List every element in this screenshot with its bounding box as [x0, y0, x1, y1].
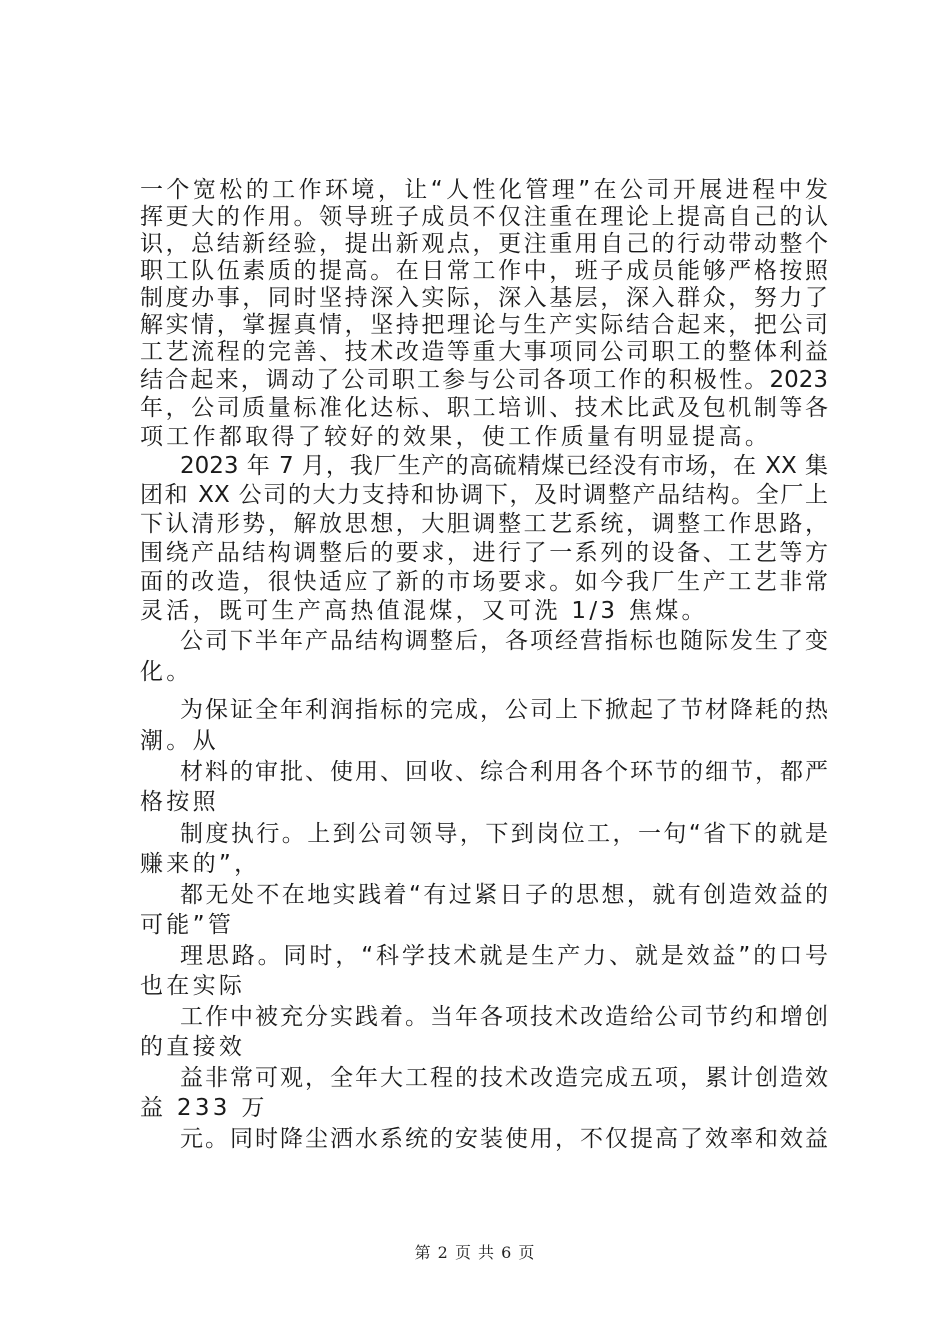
paragraph-first-line: 都无处不在地实践着“有过紧日子的思想，就有创造效益的: [180, 882, 828, 908]
paragraph-first-line: 元。同时降尘洒水系统的安装使用，不仅提高了效率和效益: [180, 1126, 828, 1152]
text-line: 下认清形势，解放思想，大胆调整工艺系统，调整工作思路，: [140, 511, 828, 537]
text-line: 可能”管: [140, 912, 235, 938]
text-line: 赚来的”，: [140, 851, 261, 877]
text-line: 围绕产品结构调整后的要求，进行了一系列的设备、工艺等方: [140, 540, 828, 566]
text-line: 年，公司质量标准化达标、职工培训、技术比武及包机制等各: [140, 395, 828, 421]
text-line: 也在实际: [140, 973, 246, 999]
text-line: 识，总结新经验，提出新观点，更注重用自己的行动带动整个: [140, 231, 828, 257]
paragraph-first-line: 2023 年 7 月，我厂生产的高硫精煤已经没有市场，在 XX 集: [180, 453, 828, 479]
text-line: 制度办事，同时坚持深入实际，深入基层，深入群众，努力了: [140, 285, 828, 311]
text-line: 益 233 万: [140, 1095, 268, 1121]
paragraph-first-line: 公司下半年产品结构调整后，各项经营指标也随际发生了变: [180, 628, 828, 654]
text-line: 一个宽松的工作环境，让“人性化管理”在公司开展进程中发: [140, 177, 828, 203]
text-line: 结合起来，调动了公司职工参与公司各项工作的积极性。2023: [140, 367, 828, 393]
paragraph-first-line: 制度执行。上到公司领导，下到岗位工，一句“省下的就是: [180, 821, 828, 847]
page-footer: 第 2 页 共 6 页: [414, 1243, 536, 1262]
text-line: 团和 XX 公司的大力支持和协调下，及时调整产品结构。全厂上: [140, 482, 828, 508]
paragraph-first-line: 理思路。同时，“科学技术就是生产力、就是效益”的口号: [180, 943, 828, 969]
text-line: 工艺流程的完善、技术改造等重大事项同公司职工的整体利益: [140, 339, 828, 365]
text-line: 的直接效: [140, 1034, 246, 1060]
text-line: 解实情，掌握真情，坚持把理论与生产实际结合起来，把公司: [140, 312, 828, 338]
text-line: 潮。从: [140, 728, 219, 754]
text-line: 格按照: [140, 789, 219, 815]
text-line: 挥更大的作用。领导班子成员不仅注重在理论上提高自己的认: [140, 204, 828, 230]
paragraph-first-line: 益非常可观，全年大工程的技术改造完成五项，累计创造效: [180, 1065, 828, 1091]
paragraph-first-line: 为保证全年利润指标的完成，公司上下掀起了节材降耗的热: [180, 697, 828, 723]
paragraph-first-line: 材料的审批、使用、回收、综合利用各个环节的细节，都严: [180, 759, 828, 785]
text-line: 职工队伍素质的提高。在日常工作中，班子成员能够严格按照: [140, 258, 828, 284]
paragraph-first-line: 工作中被充分实践着。当年各项技术改造给公司节约和增创: [180, 1004, 828, 1030]
text-line: 项工作都取得了较好的效果，使工作质量有明显提高。: [140, 424, 772, 450]
text-line: 灵活，既可生产高热值混煤，又可洗 1/3 焦煤。: [140, 598, 708, 624]
text-line: 面的改造，很快适应了新的市场要求。如今我厂生产工艺非常: [140, 569, 828, 595]
text-line: 化。: [140, 659, 193, 685]
